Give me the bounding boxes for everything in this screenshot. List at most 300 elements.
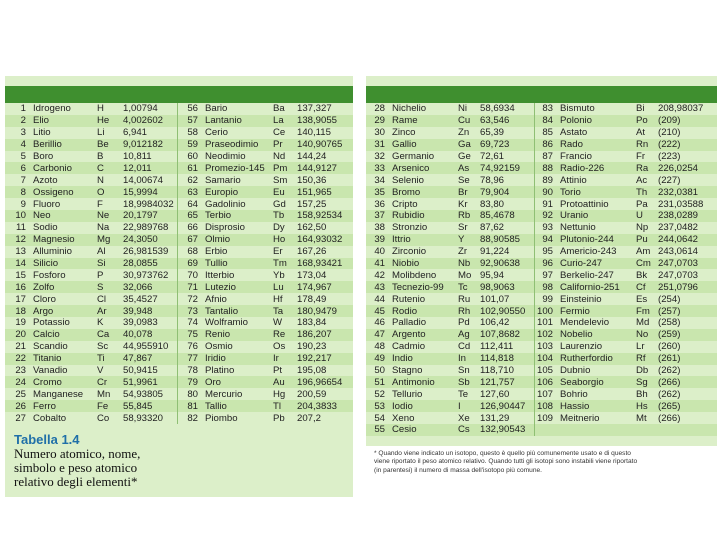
element-symbol-cell: He [95,115,121,127]
element-name-cell [558,424,634,436]
table-row [5,103,353,115]
atomic-number-cell: 109 [534,412,558,424]
atomic-number-cell: 23 [15,365,26,377]
element-name-cell: Ossigeno [31,186,95,198]
atomic-number-cell: 39 [366,234,390,246]
element-name-cell: Tantalio [203,305,271,317]
element-name-cell: Ferro [31,400,95,412]
element-name-cell: Zolfo [31,281,95,293]
atomic-number-cell: 28 [374,103,385,115]
atomic-number-cell: 24 [5,376,31,388]
element-name-cell: Palladio [392,317,427,329]
atomic-number-cell: 3 [20,127,26,139]
element-name-cell: Terbio [203,210,271,222]
element-name-cell: Europio [203,186,271,198]
atomic-weight-cell: 140,115 [297,127,331,139]
atomic-number-cell: 30 [374,127,385,139]
element-grid-left [5,103,353,424]
atomic-weight-cell: 112,411 [480,341,514,353]
element-symbol-cell: B [97,151,104,162]
atomic-weight-cell: 12,011 [121,162,177,174]
atomic-number-cell: 62 [177,174,203,186]
element-symbol-cell: Cm [634,258,656,270]
atomic-number-cell: 33 [366,162,390,174]
element-name-cell: Hassio [558,400,634,412]
atomic-weight-cell: 1,00794 [123,103,158,115]
atomic-number-cell: 72 [177,293,203,305]
element-name-cell: Argo [31,305,95,317]
atomic-number-cell [534,424,558,436]
element-name-cell: Fosforo [33,269,66,281]
atomic-number-cell: 1 [20,103,26,115]
atomic-weight-cell: 167,26 [297,246,327,258]
element-name-cell: Azoto [33,174,58,186]
atomic-weight-cell: 126,90447 [478,400,534,412]
element-symbol-cell: Na [97,222,110,234]
element-symbol-cell: Er [273,246,283,258]
element-name-cell: Antimonio [390,376,456,388]
atomic-weight-cell: 35,4527 [123,293,158,305]
table-row [5,198,353,210]
table-row [366,424,717,436]
element-name-cell: Laurenzio [560,341,603,353]
element-name-cell: Disprosio [205,222,245,234]
table-row [366,329,717,341]
atomic-number-cell: 102 [534,329,558,341]
element-name-cell: Tecnezio-99 [390,281,456,293]
atomic-number-cell: 43 [366,281,390,293]
atomic-weight-cell: 138,9055 [295,115,353,127]
atomic-number-cell: 53 [366,400,390,412]
atomic-weight-cell: 28,0855 [121,258,177,270]
atomic-weight-cell: (265) [656,400,717,412]
element-symbol-cell: Ra [634,162,656,174]
atomic-weight-cell: 85,4678 [478,210,534,222]
table-row [366,412,717,424]
atomic-number-cell: 69 [177,258,203,270]
atomic-number-cell: 11 [16,222,26,234]
table-row [366,400,717,412]
element-name-cell: Manganese [33,388,84,400]
element-symbol-cell: Po [634,115,656,127]
atomic-weight-cell: 204,3833 [295,400,353,412]
atomic-weight-cell: 44,955910 [123,341,169,353]
atomic-weight-cell: (266) [658,412,681,424]
element-name-cell: Lantanio [203,115,271,127]
atomic-weight-cell: 144,9127 [295,162,353,174]
table-row [366,210,717,222]
atomic-weight-cell: 238,0289 [656,210,717,222]
element-name-cell: Promezio-145 [203,162,271,174]
element-name-cell: Protoattinio [560,198,609,210]
atomic-number-cell: 16 [5,281,31,293]
table-row [366,186,717,198]
element-symbol-cell: Pu [634,234,656,246]
table-row [366,162,717,174]
element-symbol-cell: As [456,162,478,174]
element-symbol-cell: S [95,281,121,293]
element-symbol-cell: Xe [458,412,470,424]
table-row [366,103,717,115]
element-symbol-cell: I [456,400,478,412]
element-symbol-cell: Zn [458,127,470,139]
atomic-weight-cell: (258) [658,317,681,329]
atomic-number-cell: 21 [15,341,26,353]
atomic-weight-cell: 74,92159 [478,162,534,174]
element-name-cell: Stagno [392,365,423,377]
element-symbol-cell: Fe [95,400,121,412]
element-symbol-cell: Pr [271,139,295,151]
element-symbol-cell: Rn [634,139,656,151]
element-name-cell: Torio [558,186,634,198]
element-name-cell: Meitnerio [560,412,600,424]
table-row [366,269,717,281]
element-grid-right [366,103,717,436]
element-symbol-cell: Np [636,222,649,234]
atomic-weight-cell: 55,845 [121,400,177,412]
table-row [366,281,717,293]
table-row [5,317,353,329]
element-name-cell: Nichelio [392,103,427,115]
element-name-cell: Curio-247 [558,258,634,270]
atomic-weight-cell: 39,948 [121,305,177,317]
element-symbol-cell: Lu [271,281,295,293]
element-name-cell: Tallio [203,400,271,412]
atomic-weight-cell: 22,989768 [123,222,169,234]
element-name-cell: Fermio [558,305,634,317]
element-symbol-cell: Rh [456,305,478,317]
element-symbol-cell: F [97,198,103,210]
element-name-cell: Mercurio [205,388,243,400]
header-band [366,86,717,103]
atomic-number-cell: 34 [374,174,385,186]
atomic-weight-cell: 72,61 [480,151,505,162]
atomic-number-cell: 18 [5,305,31,317]
atomic-weight-cell: 208,98037 [658,103,704,115]
atomic-number-cell: 46 [374,317,385,329]
atomic-number-cell: 73 [177,305,203,317]
atomic-number-cell: 64 [177,198,203,210]
atomic-number-cell: 12 [5,234,31,246]
element-symbol-cell: Kr [458,198,468,210]
atomic-weight-cell: 157,25 [297,198,327,210]
atomic-weight-cell: (222) [656,139,717,151]
table-row [5,341,353,353]
table-row [5,293,353,305]
element-name-cell: Cobalto [33,412,67,424]
atomic-weight-cell: 50,9415 [123,365,158,377]
element-name-cell: Gadolinio [205,198,246,210]
element-symbol-cell: Cs [456,424,478,436]
element-name-cell: Radio-226 [558,162,634,174]
atomic-weight-cell: 127,60 [480,388,510,400]
atomic-weight-cell: (257) [656,305,717,317]
element-name-cell: Zirconio [392,246,427,258]
atomic-number-cell: 83 [534,103,558,115]
element-symbol-cell: Sc [97,341,109,353]
element-symbol-cell: Zr [458,246,468,258]
atomic-weight-cell: 207,2 [297,412,322,424]
element-name-cell: Berkelio-247 [560,269,614,281]
element-symbol-cell: K [97,317,104,329]
element-symbol-cell: Hg [273,388,286,400]
element-name-cell: Americio-243 [560,246,617,258]
atomic-number-cell: 66 [177,222,203,234]
table-row [366,222,717,234]
atomic-weight-cell: 32,066 [121,281,177,293]
atomic-number-cell: 108 [534,400,558,412]
element-symbol-cell: Br [456,186,478,198]
atomic-number-cell: 50 [374,365,385,377]
atomic-number-cell: 96 [534,258,558,270]
atomic-number-cell: 56 [177,103,203,115]
atomic-number-cell: 105 [534,365,558,377]
atomic-number-cell: 91 [534,198,558,210]
atomic-weight-cell: 164,93032 [295,234,353,246]
table-row [5,281,353,293]
atomic-number-cell: 68 [177,246,203,258]
atomic-weight-cell: 196,96654 [295,376,353,388]
atomic-number-cell: 29 [366,115,390,127]
caption-line: Numero atomico, nome, [14,446,141,461]
atomic-weight-cell: 226,0254 [656,162,717,174]
element-symbol-cell: Gd [273,198,286,210]
element-symbol-cell: Sn [458,365,470,377]
table-row [366,353,717,365]
atomic-number-cell: 38 [374,222,385,234]
element-symbol-cell: Pm [271,162,295,174]
table-row [5,329,353,341]
table-row [5,162,353,174]
element-name-cell: Rodio [390,305,456,317]
element-name-cell: Mendelevio [560,317,610,329]
element-name-cell: Potassio [33,317,70,329]
atomic-weight-cell: (259) [656,329,717,341]
element-name-cell: Xeno [392,412,415,424]
element-symbol-cell: Lr [636,341,645,353]
atomic-weight-cell: 95,94 [480,269,505,281]
footnote [374,450,710,475]
atomic-weight-cell: 102,90550 [478,305,534,317]
element-symbol-cell: Ir [271,353,295,365]
atomic-number-cell: 84 [534,115,558,127]
table-row [5,115,353,127]
atomic-weight-cell: 101,07 [480,293,510,305]
element-symbol-cell: La [271,115,295,127]
element-symbol-cell: Os [273,341,286,353]
atomic-number-cell: 75 [177,329,203,341]
element-symbol-cell: Tc [456,281,478,293]
atomic-weight-cell: 237,0482 [658,222,699,234]
element-symbol-cell: Rb [456,210,478,222]
atomic-weight-cell: 4,002602 [121,115,177,127]
element-symbol-cell: At [636,127,646,139]
element-name-cell: Nobelio [558,329,634,341]
element-symbol-cell: Rf [634,353,656,365]
table-row [5,222,353,234]
table-row [5,186,353,198]
element-name-cell: Niobio [390,258,456,270]
element-symbol-cell: Mo [458,269,472,281]
atomic-weight-cell: 244,0642 [656,234,717,246]
element-name-cell: Olmio [203,234,271,246]
element-name-cell: Rutenio [392,293,426,305]
atomic-weight-cell: 247,0703 [658,269,699,281]
footnote-line: viene riportato il peso atomico relativo. Quando tutti gli isotopi sono instabili viene riportato [374,458,638,466]
element-symbol-cell: Tm [271,258,295,270]
atomic-weight-cell: 140,90765 [295,139,353,151]
atomic-number-cell: 8 [5,186,31,198]
element-name-cell: Idrogeno [33,103,71,115]
element-name-cell: Ittrio [390,234,456,246]
atomic-number-cell: 101 [534,317,558,329]
element-name-cell: Neo [31,210,95,222]
element-name-cell: Praseodimio [203,139,271,151]
element-symbol-cell: Cu [456,115,478,127]
element-name-cell: Californio-251 [558,281,634,293]
table-row [366,317,717,329]
table-row [5,151,353,163]
element-symbol-cell: Y [456,234,478,246]
table-row [5,127,353,139]
atomic-weight-cell: (261) [656,353,717,365]
atomic-weight-cell: 243,0614 [658,246,699,258]
atomic-number-cell: 76 [177,341,203,353]
atomic-weight-cell: (227) [658,174,681,186]
table-row [366,234,717,246]
element-name-cell: Osmio [205,341,233,353]
element-name-cell: Francio [560,151,592,162]
element-name-cell: Polonio [558,115,634,127]
element-name-cell: Oro [203,376,271,388]
element-name-cell: Elio [31,115,95,127]
atomic-number-cell: 20 [5,329,31,341]
table-row [5,139,353,151]
element-name-cell: Stronzio [392,222,428,234]
atomic-weight-cell: 186,207 [295,329,353,341]
atomic-weight-cell: 58,93320 [123,412,164,424]
element-symbol-cell: Yb [273,269,285,281]
element-symbol-cell: Th [634,186,656,198]
atomic-weight-cell: 144,24 [297,151,327,162]
atomic-number-cell: 35 [366,186,390,198]
atomic-number-cell: 80 [177,388,203,400]
atomic-weight-cell: 92,90638 [478,258,534,270]
atomic-weight-cell: 190,23 [297,341,327,353]
atomic-weight-cell: 10,811 [123,151,152,162]
element-symbol-cell: Hs [634,400,656,412]
atomic-weight-cell: (209) [656,115,717,127]
atomic-number-cell: 100 [534,305,558,317]
atomic-number-cell: 51 [366,376,390,388]
atomic-number-cell: 31 [366,139,390,151]
table-row [366,246,717,258]
atomic-weight-cell: (266) [656,376,717,388]
table-row [366,258,717,270]
table-row [5,365,353,377]
atomic-number-cell: 104 [534,353,558,365]
element-symbol-cell: Am [636,246,651,258]
element-symbol-cell: Ba [273,103,285,115]
element-name-cell: Calcio [31,329,95,341]
table-row [366,365,717,377]
atomic-weight-cell: 47,867 [121,353,177,365]
table-row [5,376,353,388]
table-row [366,293,717,305]
atomic-weight-cell: 131,29 [480,412,510,424]
atomic-number-cell: 47 [366,329,390,341]
element-symbol-cell: Tb [271,210,295,222]
atomic-weight-cell: 83,80 [480,198,505,210]
atomic-weight-cell: (262) [658,388,681,400]
atomic-number-cell: 81 [177,400,203,412]
element-name-cell: Cadmio [392,341,426,353]
atomic-number-cell: 90 [534,186,558,198]
element-symbol-cell: Ag [456,329,478,341]
atomic-number-cell: 78 [177,365,203,377]
element-name-cell: Iodio [390,400,456,412]
atomic-weight-cell: 114,818 [478,353,534,365]
element-name-cell: Dubnio [560,365,591,377]
atomic-weight-cell: 88,90585 [478,234,534,246]
element-name-cell: Seaborgio [558,376,634,388]
element-symbol-cell: Eu [271,186,295,198]
table-row [5,269,353,281]
atomic-weight-cell: 232,0381 [656,186,717,198]
atomic-number-cell: 27 [15,412,26,424]
atomic-weight-cell: 178,49 [297,293,327,305]
table-row [366,174,717,186]
element-name-cell: Itterbio [205,269,235,281]
atomic-weight-cell: 65,39 [480,127,505,139]
header-band [5,86,353,103]
element-name-cell: Afnio [205,293,227,305]
atomic-weight-cell: 79,904 [478,186,534,198]
element-name-cell: Zinco [392,127,416,139]
atomic-number-cell: 36 [374,198,385,210]
element-symbol-cell: V [97,365,104,377]
element-name-cell: Neodimio [205,151,246,162]
atomic-number-cell: 97 [534,269,558,281]
element-symbol-cell: N [97,174,104,186]
atomic-weight-cell: 40,078 [121,329,177,341]
atomic-number-cell: 98 [534,281,558,293]
element-symbol-cell: Bk [636,269,648,281]
atomic-weight-cell: 162,50 [297,222,327,234]
element-name-cell: Selenio [392,174,425,186]
element-symbol-cell: W [273,317,283,329]
element-name-cell: Cloro [33,293,56,305]
atomic-weight-cell: 78,96 [480,174,505,186]
atomic-weight-cell: 18,9984032 [123,198,174,210]
table-row [366,305,717,317]
atomic-weight-cell: 231,03588 [658,198,704,210]
atomic-number-cell: 88 [534,162,558,174]
table-row [366,388,717,400]
element-symbol-cell: Li [97,127,105,139]
atomic-number-cell: 93 [534,222,558,234]
element-name-cell: Vanadio [33,365,68,377]
element-symbol-cell: Es [636,293,648,305]
element-symbol-cell: Bh [636,388,648,400]
element-name-cell: Cesio [390,424,456,436]
table-row [366,198,717,210]
atomic-number-cell: 79 [177,376,203,388]
atomic-number-cell: 67 [177,234,203,246]
element-symbol-cell: Sg [634,376,656,388]
atomic-number-cell: 107 [534,388,558,400]
element-symbol-cell: Be [95,139,121,151]
